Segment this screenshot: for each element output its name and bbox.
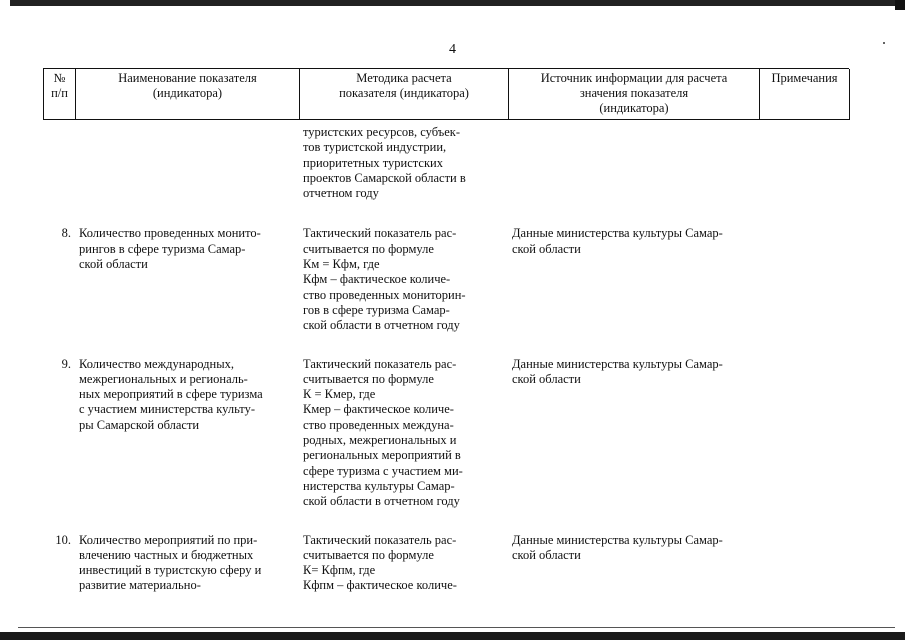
scan-edge-top — [10, 0, 905, 6]
row-method: туристских ресурсов, субъек- тов туристской индустрии, приоритетных туристских проектов Самарской области в отчетном году — [303, 125, 466, 201]
row-method: Тактический показатель рас- считывается по формуле К= Кфпм, где Кфпм – фактическое количе- — [303, 532, 457, 593]
table-row — [43, 226, 849, 333]
header-calculation-method: Методика расчета показателя (индикатора) — [300, 69, 509, 120]
table-body — [43, 120, 849, 594]
row-method: Тактический показатель рас- считывается по формуле Км = Кфм, где Кфм – фактическое количе- ство проведенных мониторин- гов в сфере туризма Самар- ской области в отчетном году — [303, 226, 466, 333]
table-row — [43, 533, 849, 594]
row-source — [508, 125, 759, 201]
row-number: 9. — [61, 356, 71, 371]
row-note — [759, 125, 849, 201]
row-source: Данные министерства культуры Самар- ской области — [512, 532, 723, 562]
row-note — [759, 357, 849, 510]
header-indicator-name: Наименование показателя (индикатора) — [76, 69, 300, 120]
row-source: Данные министерства культуры Самар- ской области — [512, 356, 723, 386]
row-note — [759, 226, 849, 333]
row-number — [43, 125, 75, 201]
table-header — [43, 68, 849, 120]
table-row — [43, 357, 849, 510]
row-method: Тактический показатель рас- считывается по формуле К = Кмер, где Кмер – фактическое количе- ство проведенных междуна- родных, межрегиональных и региональных мероприятий в сфере туризма с участием ми- нистерства культуры Самар- ской области в отчетном году — [303, 356, 463, 509]
row-name — [75, 125, 299, 201]
row-source: Данные министерства культуры Самар- ской области — [512, 226, 723, 256]
page-number: 4 — [449, 42, 456, 57]
header-information-source: Источник информации для расчета значения показателя (индикатора) — [509, 69, 760, 120]
row-name: Количество мероприятий по при- влечению частных и бюджетных инвестиций в туристскую сферу и развитие материально- — [79, 532, 262, 593]
header-number: № п/п — [44, 69, 76, 120]
row-name: Количество проведенных монито- рингов в сфере туризма Самар- ской области — [79, 226, 261, 272]
scan-edge-bottom-line — [18, 627, 895, 628]
row-number: 10. — [55, 532, 71, 547]
table-row-continuation — [43, 125, 849, 201]
header-notes: Примечания — [760, 69, 850, 120]
row-name: Количество международных, межрегиональных и региональ- ных мероприятий в сфере туризма с участием министерства культу- ры Самарской области — [79, 356, 263, 432]
scan-edge-corner — [895, 0, 905, 10]
row-note — [759, 533, 849, 594]
row-number: 8. — [61, 226, 71, 241]
scan-edge-bottom — [0, 632, 905, 640]
